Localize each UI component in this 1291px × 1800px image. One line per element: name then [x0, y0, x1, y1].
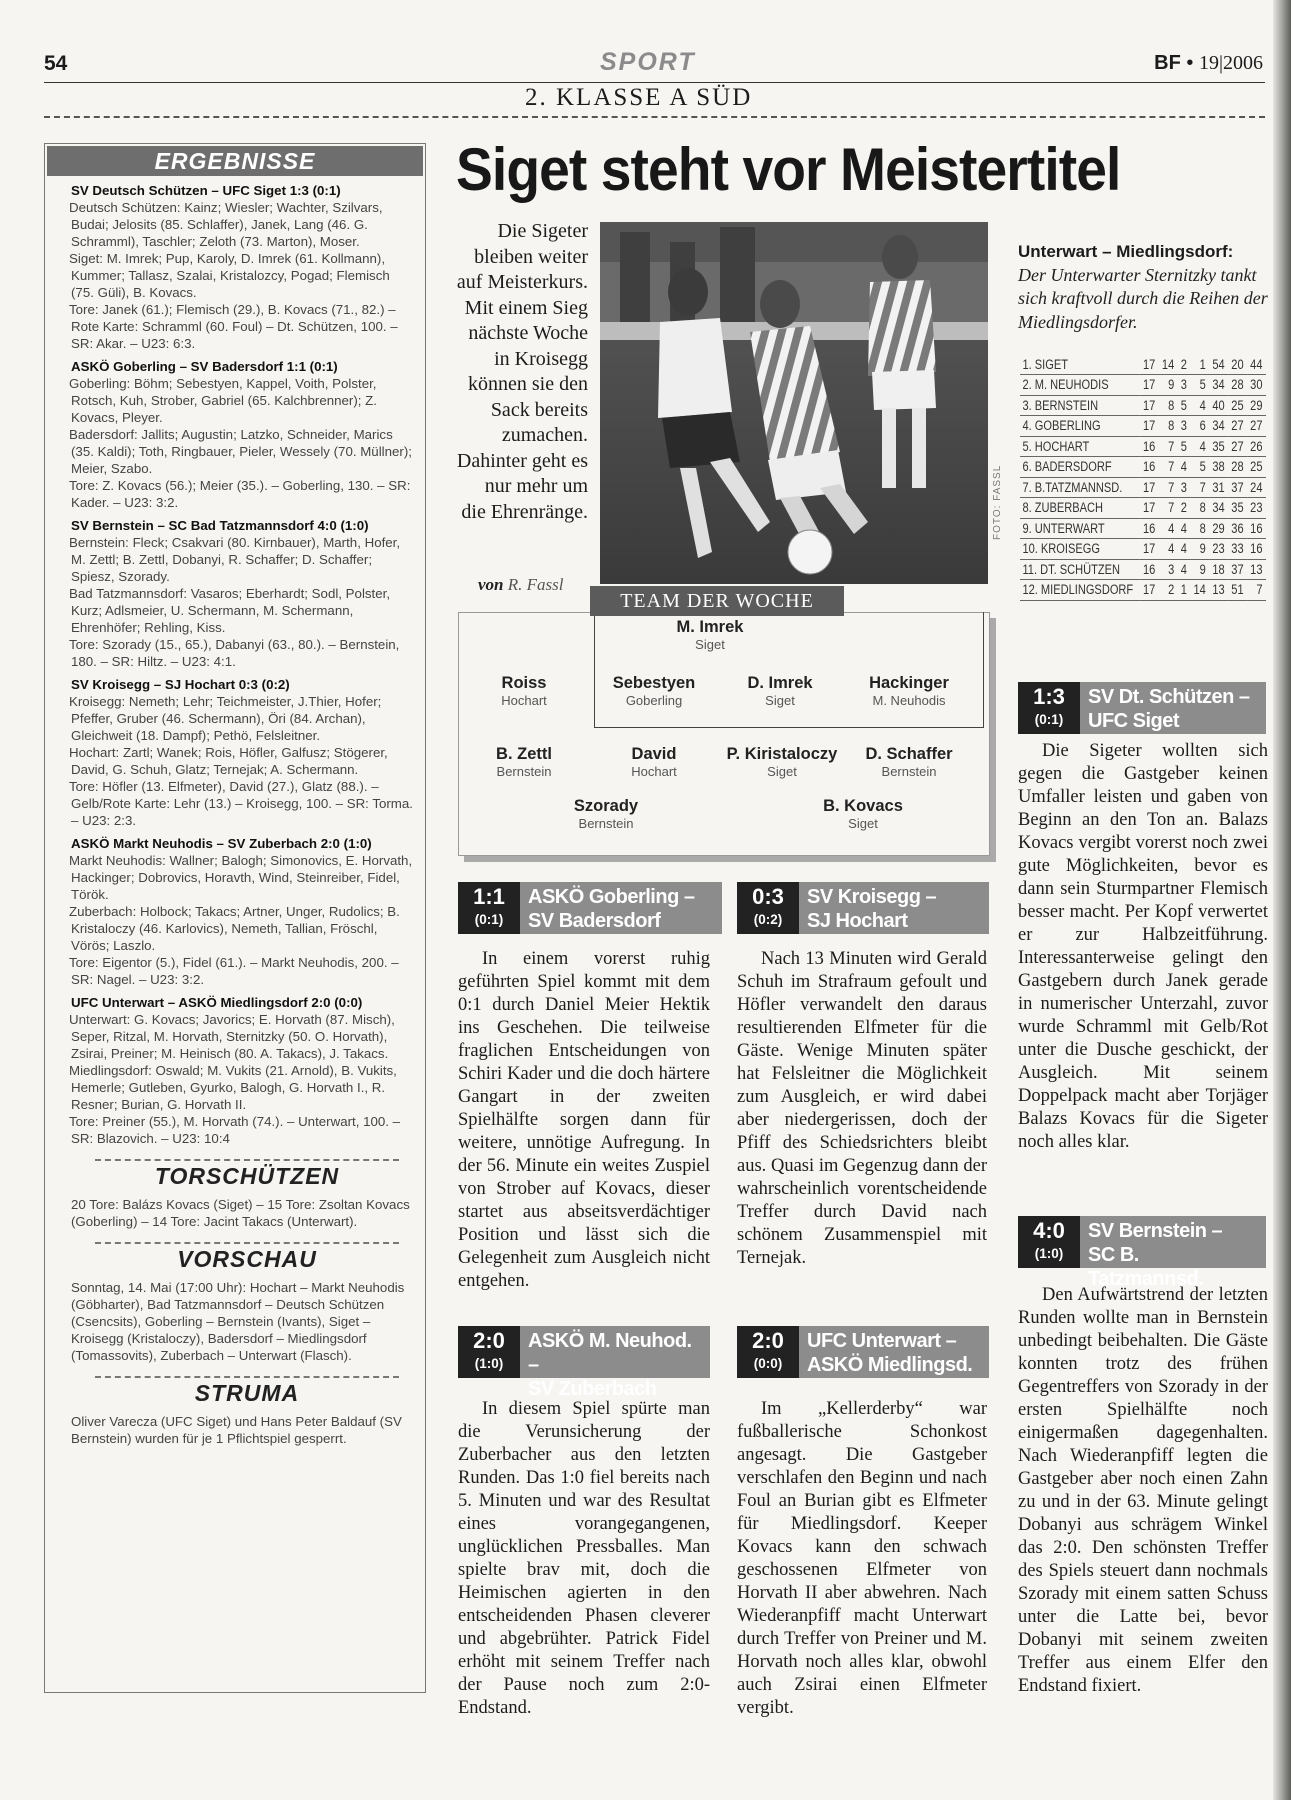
standings-value: 7: [1159, 498, 1178, 519]
result-line: Tore: Szorady (15., 65.), Dabanyi (63., 80.). – Bernstein, 180. – SR: Hiltz. – U23: 4:1.: [69, 637, 400, 669]
standings-value: 30: [1247, 375, 1266, 396]
team-away: SJ Hochart: [807, 910, 908, 932]
report-text: Die Sigeter wollten sich gegen die Gastgeber keinen Umfaller leisten und gaben von Beginn an den Ton an. Balazs Kovacs vergibt vorerst noch zwei gute Möglichkeiten, bevor es dann sein Sturmpartner Flemisch besser macht. Per Kopf verwertet er zur Halbzeitführung. Interessanterweise gelingt den Gastgebern durch Janek gerade in numerischer Unterzahl, zuvor wurde Schramml mit Gelb/Rot unter die Dusche geschickt, der Ausgleich. Mit seinem Doppelpack macht aber Torjäger Balazs Kovacs für die Sigeter noch alles klar.: [1018, 741, 1268, 1152]
standings-row: [1020, 518, 1266, 539]
standings-row: [1020, 539, 1266, 560]
team-away: ASKÖ Miedlingsd.: [807, 1354, 973, 1376]
standings-value: 33: [1228, 539, 1247, 560]
standings-value: 23: [1247, 498, 1266, 519]
score-final: 1:3: [1033, 684, 1065, 709]
standings-team: 1. SIGET: [1020, 354, 1140, 375]
player-name: M. Imrek: [676, 618, 744, 636]
player-team: Siget: [848, 816, 878, 831]
results-box: [44, 143, 426, 1693]
standings-value: 8: [1159, 395, 1178, 416]
player-name: B. Zettl: [496, 745, 552, 763]
result-line: Tore: Höfler (13. Elfmeter), David (27.), Glatz (88.). – Gelb/Rote Karte: Lehr (13.) – Kroisegg, 100. – SR: Torma. – U23: 2:3.: [69, 779, 413, 828]
score-teams: [1080, 1216, 1266, 1290]
result-line: Zuberbach: Holbock; Takacs; Artner, Unger, Rudolics; B. Kristaloczy (46. Karlovics), Nemeth, Tallian, Fröschl, Vörös; Laszlo.: [69, 904, 400, 953]
standings-value: 6: [1190, 416, 1209, 437]
standings-value: 5: [1178, 395, 1191, 416]
standings-row: [1020, 580, 1266, 601]
results-list: [45, 182, 425, 1147]
standings-value: 7: [1159, 477, 1178, 498]
standings-value: 4: [1159, 518, 1178, 539]
standings-value: 1: [1190, 354, 1209, 375]
report-text: Im „Kellerderby“ war fußballerische Schonkost angesagt. Die Gastgeber verschlafen den Beginn und nach Foul an Burian gibt es Elfmeter für Miedlingsdorf. Keeper Kovacs kann den schwach geschossenen Elfmeter von Horvath II aber abwehren. Nach Wiederanpfiff macht Unterwart durch Treffer von Preiner und M. Horvath noch alles klar, obwohl auch Zsirai einen Elfmeter vergibt.: [737, 1399, 987, 1718]
standings-value: 16: [1140, 436, 1159, 457]
byline-author: R. Fassl: [507, 575, 564, 594]
standings-row: [1020, 559, 1266, 580]
result-line: Siget: M. Imrek; Pup, Karoly, D. Imrek (61. Kollmann), Kummer; Tallasz, Szalai, Kristalozcy, Pogad; Flemisch (75. Güli), B. Kovacs.: [69, 251, 390, 300]
standings-value: 2: [1178, 354, 1191, 375]
standings-value: 16: [1140, 559, 1159, 580]
standings-team: 7. B.TATZMANNSD.: [1020, 477, 1140, 498]
result-entry: [45, 676, 425, 829]
standings-value: 4: [1190, 436, 1209, 457]
torschuetzen-title: TORSCHÜTZEN: [95, 1159, 399, 1190]
player-row1-3: [710, 674, 850, 708]
result-entry: [45, 835, 425, 988]
standings-value: 13: [1247, 559, 1266, 580]
results-title: ERGEBNISSE: [47, 146, 423, 176]
photo-caption-title: Unterwart – Miedlingsdorf:: [1018, 242, 1234, 261]
standings-value: 9: [1190, 539, 1209, 560]
standings-value: 17: [1140, 498, 1159, 519]
player-name: Szorady: [573, 797, 639, 815]
torschuetzen-text: 20 Tore: Balázs Kovacs (Siget) – 15 Tore: Zsoltan Kovacs (Goberling) – 14 Tore: Jacint Takacs (Unterwart).: [71, 1197, 410, 1229]
photo-credit: FOTO: FASSL: [992, 464, 1003, 540]
result-entry: [45, 517, 425, 670]
standings-value: 13: [1209, 580, 1228, 601]
player-name: Sebestyen: [612, 674, 696, 692]
score-final: 2:0: [752, 1328, 784, 1353]
player-row1-4: [839, 674, 979, 708]
standings-value: 34: [1209, 416, 1228, 437]
player-team: Hochart: [501, 693, 547, 708]
player-team: M. Neuhodis: [872, 693, 946, 708]
score-teams: [520, 1326, 710, 1400]
page-number: 54: [44, 52, 68, 75]
team-home: SV Dt. Schützen –: [1088, 686, 1250, 708]
team-away: SV Zuberbach: [528, 1378, 657, 1400]
result-title: ASKÖ Goberling – SV Badersdorf 1:1 (0:1): [71, 359, 338, 374]
header-dash-rule: [44, 116, 1265, 118]
standings-value: 17: [1140, 354, 1159, 375]
player-row3-2: [793, 797, 933, 831]
result-title: ASKÖ Markt Neuhodis – SV Zuberbach 2:0 (1:0): [71, 836, 372, 851]
player-name: Roiss: [501, 674, 547, 692]
report-text: Den Aufwärtstrend der letzten Runden wollte man in Bernstein unbedingt beibehalten. Die Gäste konnten trotz des frühen Gegentreffers von Szorady in der ersten Spielhälfte noch einigermaßen dagegenhalten. Nach Wiederanpfiff legten die Gastgeber aber noch einen Zahn zu und in der 63. Minute gelingt Dobanyi aus schrägem Winkel das 2:0. Den schönsten Treffer des Spiels steuert dann nochmals Szorady mit einem satten Schuss unter die Latte bei, bevor Dobanyi mit seinem zweiten Treffer aus einem Elfer den Endstand fixiert.: [1018, 1285, 1268, 1696]
result-line: Markt Neuhodis: Wallner; Balogh; Simonovics, E. Horvath, Hackinger; Dobrovics, Horavth, Wind, Steinreiber, Fidel, Török.: [69, 853, 413, 902]
result-line: Tore: Janek (61.); Flemisch (29.), B. Kovacs (71., 82.) – Rote Karte: Schramml (60. Foul) – Dt. Schützen, 100. – SR: Akar. – U23: 6:3.: [69, 302, 398, 351]
standings-value: 17: [1140, 580, 1159, 601]
standings-value: 3: [1178, 477, 1191, 498]
report-r4: [737, 1398, 987, 1720]
team-away: UFC Siget: [1088, 710, 1180, 732]
result-line: Tore: Z. Kovacs (56.); Meier (35.). – Goberling, 130. – SR: Kader. – U23: 3:2.: [69, 478, 411, 510]
standings-value: 27: [1247, 416, 1266, 437]
score-teams: [1080, 682, 1266, 734]
standings-team: 2. M. NEUHODIS: [1020, 375, 1140, 396]
standings-row: [1020, 457, 1266, 478]
result-line: Bad Tatzmannsdorf: Vasaros; Eberhardt; Sodl, Polster, Kurz; Adlsmeier, U. Schermann, M. Schermann, Ehrenhöfer; Rehling, Kiss.: [69, 586, 391, 635]
score-final: 4:0: [1033, 1218, 1065, 1243]
standings-row: [1020, 498, 1266, 519]
standings-team: 6. BADERSDORF: [1020, 457, 1140, 478]
standings-value: 29: [1247, 395, 1266, 416]
standings-team: 4. GOBERLING: [1020, 416, 1140, 437]
standings-team: 11. DT. SCHÜTZEN: [1020, 559, 1140, 580]
standings-value: 3: [1178, 375, 1191, 396]
player-name: P. Kiristaloczy: [726, 745, 838, 763]
standings-table: [1020, 354, 1266, 601]
result-line: Deutsch Schützen: Kainz; Wiesler; Wachter, Szilvars, Budai; Jelosits (85. Schlaffer), Janek, Lang (46. G. Schramml), Taschler; Zeloth (73. Marton), Moser.: [69, 200, 383, 249]
score: [737, 1326, 799, 1378]
player-name: D. Imrek: [747, 674, 813, 692]
header-rule: [44, 82, 1265, 83]
standings-value: 4: [1190, 395, 1209, 416]
result-line: Tore: Preiner (55.), M. Horvath (74.). – Unterwart, 100. – SR: Blazovich. – U23: 10:4: [69, 1114, 401, 1146]
standings-value: 4: [1159, 539, 1178, 560]
standings-value: 35: [1209, 436, 1228, 457]
player-row3-1: [536, 797, 676, 831]
standings-value: 18: [1209, 559, 1228, 580]
standings-value: 17: [1140, 395, 1159, 416]
score-teams: [799, 1326, 989, 1378]
standings-value: 4: [1178, 539, 1191, 560]
issue-number: 19|2006: [1198, 52, 1263, 74]
player-row1-2: [584, 674, 724, 708]
report-r5: [1018, 740, 1268, 1154]
result-line: Bernstein: Fleck; Csakvari (80. Kirnbauer), Marth, Hofer, M. Zettl; B. Zettl, Dobanyi, R. Schaffer; D. Schaffer; Spiesz, Szorady.: [69, 535, 401, 584]
standings-value: 7: [1190, 477, 1209, 498]
standings-value: 37: [1228, 477, 1247, 498]
score-half: (0:2): [753, 912, 783, 927]
standings-row: [1020, 477, 1266, 498]
result-title: SV Deutsch Schützen – UFC Siget 1:3 (0:1): [71, 183, 341, 198]
standings-team: 9. UNTERWART: [1020, 518, 1140, 539]
byline-prefix: von: [478, 575, 504, 594]
player-row2-4: [839, 745, 979, 779]
standings-value: 7: [1159, 436, 1178, 457]
issue-info: [1154, 52, 1263, 75]
score: [458, 882, 520, 934]
report-r1: [458, 948, 710, 1293]
vorschau-text: Sonntag, 14. Mai (17:00 Uhr): Hochart – Markt Neuhodis (Göbharter), Bad Tatzmannsdorf – Deutsch Schützen (Csencsits), Goberling – Bernstein (Ivants), Siget – Kroisegg (Kristaloczy), Badersdorf – Miedlingsdorf (Tomassovits), Zuberbach – Unterwart (Flasch).: [71, 1280, 405, 1363]
standings-value: 17: [1140, 416, 1159, 437]
score-half: (1:0): [474, 1356, 504, 1371]
result-title: SV Bernstein – SC Bad Tatzmannsdorf 4:0 (1:0): [71, 518, 369, 533]
team-home: UFC Unterwart –: [807, 1330, 957, 1352]
brand: BF: [1154, 52, 1181, 74]
standings-value: 3: [1178, 416, 1191, 437]
struma-title: STRUMA: [95, 1376, 399, 1407]
score: [1018, 682, 1080, 734]
page-spine-shadow: [1273, 0, 1291, 1800]
standings-value: 2: [1159, 580, 1178, 601]
result-entry: [45, 182, 425, 352]
result-line: Tore: Eigentor (5.), Fidel (61.). – Markt Neuhodis, 200. – SR: Nagel. – U23: 3:2.: [69, 955, 399, 987]
standings-value: 7: [1159, 457, 1178, 478]
player-team: Siget: [695, 637, 725, 652]
standings-value: 14: [1159, 354, 1178, 375]
standings-row: [1020, 354, 1266, 375]
standings-value: 5: [1190, 457, 1209, 478]
result-entry: [45, 358, 425, 511]
player-name: David: [631, 745, 677, 763]
player-name: Hackinger: [869, 674, 949, 692]
player-team: Hochart: [631, 764, 677, 779]
standings-team: 8. ZUBERBACH: [1020, 498, 1140, 519]
standings-value: 27: [1228, 416, 1247, 437]
standings-value: 34: [1209, 498, 1228, 519]
score-teams: [520, 882, 722, 934]
result-line: Badersdorf: Jallits; Augustin; Latzko, Schneider, Marics (35. Kaldi); Toth, Ringbauer, Pieler, Wessely (70. Müllner); Meier, Szabo.: [69, 427, 412, 476]
standings-value: 38: [1209, 457, 1228, 478]
player-team: Goberling: [625, 693, 683, 708]
team-home: ASKÖ M. Neuhod. –: [528, 1330, 692, 1376]
result-line: Miedlingsdorf: Oswald; M. Vukits (21. Arnold), B. Vukits, Hemerle; Gutleben, Gyurko, Balogh, G. Horvath I., R. Resner; Burian, G. Horvath II.: [69, 1063, 397, 1112]
standings-value: 8: [1159, 416, 1178, 437]
struma-text: Oliver Varecza (UFC Siget) und Hans Peter Baldauf (SV Bernstein) wurden für je 1 Pflichtspiel gesperrt.: [71, 1414, 402, 1446]
standings-value: 35: [1228, 498, 1247, 519]
standings-row: [1020, 436, 1266, 457]
standings-value: 40: [1209, 395, 1228, 416]
report-text: In diesem Spiel spürte man die Verunsicherung der Zuberbacher aus den letzten Runden. Das 1:0 fiel bereits nach 5. Minuten und war des Resultat eines vorangegangenen, unglücklichen Pressballes. Man spielte brav mit, doch die Heimischen agierten in den entscheidenden Phasen cleverer und abgebrühter. Patrick Fidel erhöht mit seinem Treffer nach der Pause noch zum 2:0-Endstand.: [458, 1399, 710, 1718]
score-final: 0:3: [752, 884, 784, 909]
vorschau-title: VORSCHAU: [95, 1242, 399, 1273]
result-title: UFC Unterwart – ASKÖ Miedlingsdorf 2:0 (0:0): [71, 995, 363, 1010]
standings-value: 25: [1228, 395, 1247, 416]
standings-value: 4: [1178, 518, 1191, 539]
report-text: Nach 13 Minuten wird Gerald Schuh im Strafraum gefoult und Höfler verwandelt den daraus resultierenden Elfmeter für die Gäste. Wenige Minuten später hat Felsleitner die Möglichkeit zum Ausgleich, er wird dabei aber niedergerissen, doch der Pfiff des Schiedsrichters bleibt aus. Quasi im Gegenzug dann der wahrscheinlich vorentscheidende Treffer durch David nach schönem Zusammenspiel mit Ternejak.: [737, 949, 987, 1268]
player-team: Siget: [767, 764, 797, 779]
standings-value: 25: [1247, 457, 1266, 478]
player-row2-2: [584, 745, 724, 779]
match-photo: [600, 222, 988, 584]
standings-team: 3. BERNSTEIN: [1020, 395, 1140, 416]
result-line: Unterwart: G. Kovacs; Javorics; E. Horvath (87. Misch), Seper, Ritzal, M. Horvath, Sternitzky (50. O. Horvath), Zsirai, Preiner; M. Heinisch (80. A. Takacs), J. Takacs.: [69, 1012, 395, 1061]
team-home: ASKÖ Goberling –: [528, 886, 695, 908]
standings-value: 44: [1247, 354, 1266, 375]
standings-row: [1020, 375, 1266, 396]
standings-value: 4: [1178, 457, 1191, 478]
team-away: SC B. Tatzmannsd.: [1088, 1244, 1204, 1290]
report-r6: [1018, 1284, 1268, 1698]
player-name: B. Kovacs: [823, 797, 903, 815]
standings-value: 8: [1190, 498, 1209, 519]
byline: [478, 575, 563, 595]
standings-value: 28: [1228, 375, 1247, 396]
intro-text: Die Sigeter bleiben weiter auf Meisterkurs. Mit einem Sieg nächste Woche in Kroisegg können sie den Sack bereits zumachen. Dahinter geht es nur mehr um die Ehrenränge.: [456, 220, 588, 523]
standings-value: 16: [1247, 518, 1266, 539]
standings-value: 26: [1247, 436, 1266, 457]
standings-value: 9: [1190, 559, 1209, 580]
standings-value: 28: [1228, 457, 1247, 478]
issue-sep: •: [1186, 52, 1194, 74]
section-title: SPORT: [600, 48, 696, 76]
standings-value: 14: [1190, 580, 1209, 601]
photo-caption: [1018, 240, 1268, 334]
standings-value: 34: [1209, 375, 1228, 396]
headline: Siget steht vor Meistertitel: [456, 136, 1121, 203]
result-title: SV Kroisegg – SJ Hochart 0:3 (0:2): [71, 677, 290, 692]
player-team: Siget: [765, 693, 795, 708]
team-away: SV Badersdorf: [528, 910, 661, 932]
standings-value: 8: [1190, 518, 1209, 539]
score-half: (0:0): [753, 1356, 783, 1371]
standings-team: 5. HOCHART: [1020, 436, 1140, 457]
standings-value: 16: [1140, 518, 1159, 539]
score: [737, 882, 799, 934]
report-r3: [458, 1398, 710, 1720]
player-team: Bernstein: [496, 764, 552, 779]
result-line: Hochart: Zartl; Wanek; Rois, Höfler, Galfusz; Stögerer, David, G. Schuh, Glatz; Ternejak; A. Schermann.: [69, 745, 388, 777]
report-text: In einem vorerst ruhig geführten Spiel kommt mit dem 0:1 durch Daniel Meier Hektik ins Geschehen. Die teilweise fraglichen Entscheidungen von Schiri Kader und die doch härtere Gangart in der zweiten Spielhälfte sorgen dann für weitere, unnötige Aufregung. In der 56. Minute ein weites Zuspiel von Strober auf Kovacs, dieser startet aus abseitsverdächtiger Position und lässt sich die Gelegenheit zum Ausgleich nicht entgehen.: [458, 949, 710, 1291]
standings-value: 23: [1209, 539, 1228, 560]
standings-value: 1: [1178, 580, 1191, 601]
standings-value: 54: [1209, 354, 1228, 375]
result-entry: [45, 994, 425, 1147]
player-team: Bernstein: [881, 764, 937, 779]
standings-value: 16: [1247, 539, 1266, 560]
score-half: (0:1): [1034, 712, 1064, 727]
standings-value: 17: [1140, 375, 1159, 396]
team-home: SV Kroisegg –: [807, 886, 937, 908]
score-half: (0:1): [474, 912, 504, 927]
score-teams: [799, 882, 989, 934]
player-row2-3: [712, 745, 852, 779]
standings-row: [1020, 416, 1266, 437]
score: [458, 1326, 520, 1378]
league-title: 2. KLASSE A SÜD: [525, 84, 753, 111]
score-half: (1:0): [1034, 1246, 1064, 1261]
standings-value: 24: [1247, 477, 1266, 498]
standings-value: 36: [1228, 518, 1247, 539]
standings-value: 37: [1228, 559, 1247, 580]
standings-value: 51: [1228, 580, 1247, 601]
standings-value: 16: [1140, 457, 1159, 478]
photo-caption-text: Der Unterwarter Sternitzky tankt sich kraftvoll durch die Reihen der Miedlingsdorfer.: [1018, 264, 1268, 332]
standings-value: 9: [1159, 375, 1178, 396]
photo-players-image: [600, 222, 988, 584]
player-team: Bernstein: [578, 816, 634, 831]
score-final: 2:0: [473, 1328, 505, 1353]
report-r2: [737, 948, 987, 1270]
standings-team: 12. MIEDLINGSDORF: [1020, 580, 1140, 601]
team-home: SV Bernstein –: [1088, 1220, 1223, 1242]
standings-row: [1020, 395, 1266, 416]
result-line: Kroisegg: Nemeth; Lehr; Teichmeister, J.Thier, Hofer; Pfeffer, Gruber (46. Schermann), Öri (84. Archan), Gleichweit (18. Dampf); Pethö, Felsleitner.: [69, 694, 382, 743]
standings-value: 5: [1190, 375, 1209, 396]
standings-value: 4: [1178, 559, 1191, 580]
standings-value: 2: [1178, 498, 1191, 519]
player-row1-1: [454, 674, 594, 708]
team-of-week-title: TEAM DER WOCHE: [590, 586, 844, 616]
standings-team: 10. KROISEGG: [1020, 539, 1140, 560]
standings-value: 3: [1159, 559, 1178, 580]
standings-value: 7: [1247, 580, 1266, 601]
player-row2-1: [454, 745, 594, 779]
standings-value: 27: [1228, 436, 1247, 457]
standings-value: 17: [1140, 477, 1159, 498]
standings-value: 20: [1228, 354, 1247, 375]
score-final: 1:1: [473, 884, 505, 909]
result-line: Goberling: Böhm; Sebestyen, Kappel, Voith, Polster, Rotsch, Kuh, Strober, Gabriel (65. Kalchbrenner); Z. Kovacs, Pleyer.: [69, 376, 377, 425]
standings-value: 17: [1140, 539, 1159, 560]
player-goalkeeper: [640, 618, 780, 652]
standings-value: 29: [1209, 518, 1228, 539]
standings-value: 31: [1209, 477, 1228, 498]
player-name: D. Schaffer: [865, 745, 953, 763]
standings-value: 5: [1178, 436, 1191, 457]
score: [1018, 1216, 1080, 1268]
